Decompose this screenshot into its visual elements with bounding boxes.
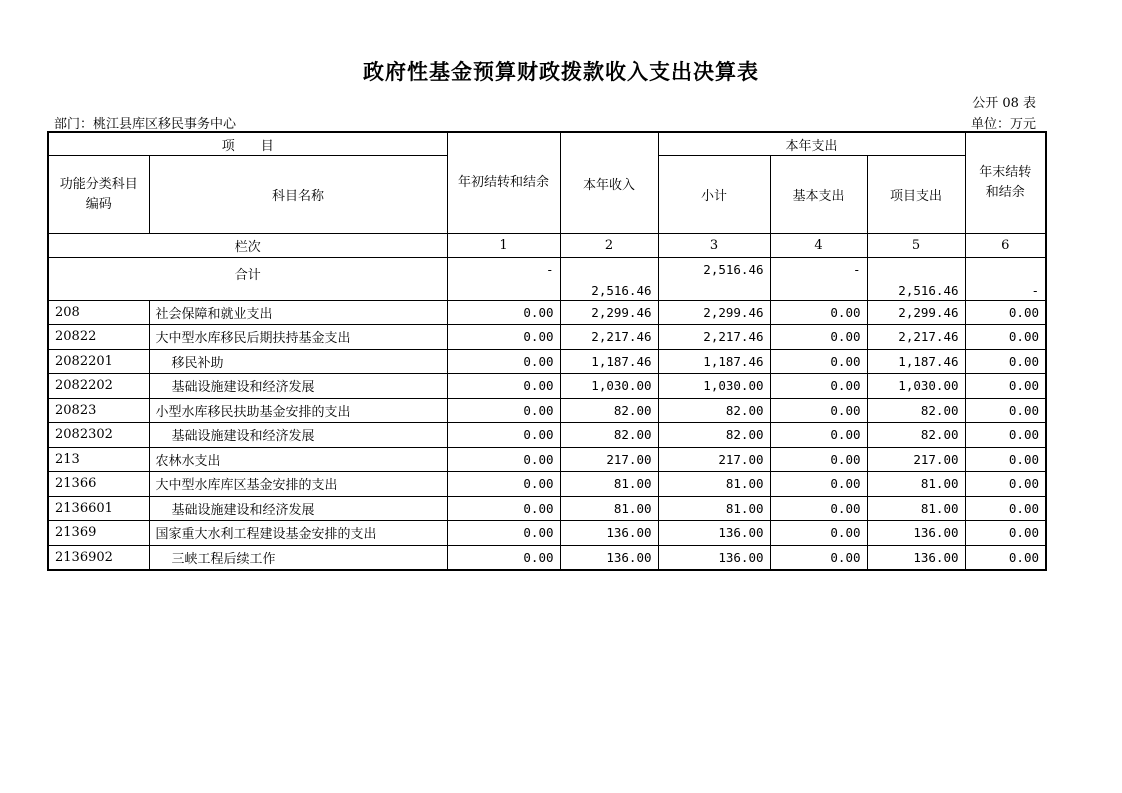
table-row	[48, 398, 1046, 423]
row-value: 81.00	[560, 496, 658, 521]
row-code: 2136601	[48, 496, 149, 521]
row-value: 0.00	[447, 496, 560, 521]
row-name: 大中型水库移民后期扶持基金支出	[149, 325, 447, 350]
table-row	[48, 521, 1046, 546]
total-end-balance: -	[965, 257, 1046, 300]
total-basic: -	[770, 257, 867, 300]
row-value: 0.00	[770, 472, 867, 497]
form-number: 公开 08 表	[972, 96, 1036, 111]
header-column-no: 栏次	[48, 234, 447, 258]
row-value: 0.00	[447, 398, 560, 423]
table-row	[48, 374, 1046, 399]
row-value: 0.00	[770, 423, 867, 448]
row-value: 0.00	[965, 521, 1046, 546]
header-name: 科目名称	[149, 156, 447, 234]
row-name: 移民补助	[149, 349, 447, 374]
row-value: 82.00	[867, 398, 965, 423]
department-label: 部门：桃江县库区移民事务中心	[54, 117, 237, 132]
row-name: 基础设施建设和经济发展	[149, 423, 447, 448]
header-basic: 基本支出	[770, 156, 867, 234]
row-value: 82.00	[560, 398, 658, 423]
row-value: 1,030.00	[658, 374, 770, 399]
header-expenditure: 本年支出	[658, 132, 965, 156]
row-value: 81.00	[867, 472, 965, 497]
row-code: 2082202	[48, 374, 149, 399]
unit-label: 单位：万元	[970, 117, 1036, 132]
total-row	[48, 257, 1046, 300]
row-value: 0.00	[965, 447, 1046, 472]
row-value: 0.00	[447, 447, 560, 472]
table-row	[48, 472, 1046, 497]
row-code: 21369	[48, 521, 149, 546]
row-value: 81.00	[658, 496, 770, 521]
header-code: 功能分类科目编码	[48, 156, 149, 234]
row-value: 0.00	[447, 521, 560, 546]
row-value: 0.00	[447, 374, 560, 399]
row-code: 2082302	[48, 423, 149, 448]
row-value: 0.00	[770, 447, 867, 472]
page-title: 政府性基金预算财政拨款收入支出决算表	[363, 59, 759, 84]
row-value: 82.00	[658, 398, 770, 423]
row-value: 136.00	[867, 521, 965, 546]
row-value: 0.00	[447, 325, 560, 350]
row-value: 0.00	[965, 472, 1046, 497]
row-value: 1,030.00	[867, 374, 965, 399]
row-value: 2,217.46	[560, 325, 658, 350]
row-value: 0.00	[770, 325, 867, 350]
row-value: 82.00	[560, 423, 658, 448]
table-row	[48, 325, 1046, 350]
row-value: 81.00	[658, 472, 770, 497]
total-begin-balance: -	[447, 257, 560, 300]
col-number: 2	[560, 234, 658, 258]
row-value: 2,299.46	[560, 300, 658, 325]
row-value: 0.00	[965, 496, 1046, 521]
row-value: 0.00	[965, 398, 1046, 423]
row-value: 1,030.00	[560, 374, 658, 399]
row-value: 0.00	[965, 374, 1046, 399]
row-value: 1,187.46	[560, 349, 658, 374]
row-value: 0.00	[770, 398, 867, 423]
row-value: 82.00	[867, 423, 965, 448]
row-value: 136.00	[560, 545, 658, 570]
row-value: 0.00	[965, 349, 1046, 374]
total-project: 2,516.46	[867, 257, 965, 300]
row-value: 136.00	[867, 545, 965, 570]
row-value: 0.00	[770, 496, 867, 521]
table-row	[48, 423, 1046, 448]
row-value: 0.00	[965, 545, 1046, 570]
col-number: 4	[770, 234, 867, 258]
row-value: 81.00	[560, 472, 658, 497]
table-row	[48, 496, 1046, 521]
col-number: 5	[867, 234, 965, 258]
row-name: 国家重大水利工程建设基金安排的支出	[149, 521, 447, 546]
col-number: 3	[658, 234, 770, 258]
row-code: 20823	[48, 398, 149, 423]
table-row	[48, 300, 1046, 325]
row-value: 0.00	[447, 300, 560, 325]
row-value: 136.00	[560, 521, 658, 546]
table-row	[48, 545, 1046, 570]
row-value: 82.00	[658, 423, 770, 448]
row-value: 2,299.46	[867, 300, 965, 325]
total-income: 2,516.46	[560, 257, 658, 300]
col-number: 1	[447, 234, 560, 258]
row-value: 136.00	[658, 521, 770, 546]
row-value: 0.00	[447, 472, 560, 497]
row-value: 0.00	[447, 349, 560, 374]
table-row	[48, 447, 1046, 472]
row-name: 农林水支出	[149, 447, 447, 472]
row-value: 217.00	[867, 447, 965, 472]
header-end-balance: 年末结转和结余	[965, 132, 1046, 234]
row-value: 0.00	[770, 545, 867, 570]
row-code: 21366	[48, 472, 149, 497]
row-value: 1,187.46	[658, 349, 770, 374]
row-value: 0.00	[965, 300, 1046, 325]
row-code: 213	[48, 447, 149, 472]
row-value: 0.00	[965, 325, 1046, 350]
header-item: 项 目	[48, 132, 447, 156]
row-value: 0.00	[965, 423, 1046, 448]
row-value: 217.00	[658, 447, 770, 472]
header-subtotal: 小计	[658, 156, 770, 234]
row-code: 208	[48, 300, 149, 325]
total-subtotal: 2,516.46	[658, 257, 770, 300]
row-name: 基础设施建设和经济发展	[149, 496, 447, 521]
row-value: 0.00	[770, 300, 867, 325]
row-value: 0.00	[770, 374, 867, 399]
row-code: 2136902	[48, 545, 149, 570]
row-name: 大中型水库库区基金安排的支出	[149, 472, 447, 497]
row-code: 20822	[48, 325, 149, 350]
row-value: 0.00	[447, 545, 560, 570]
fund-budget-table	[47, 131, 1047, 571]
row-value: 2,217.46	[658, 325, 770, 350]
header-project: 项目支出	[867, 156, 965, 234]
row-code: 2082201	[48, 349, 149, 374]
header-begin-balance: 年初结转和结余	[447, 132, 560, 234]
row-value: 0.00	[447, 423, 560, 448]
row-value: 0.00	[770, 521, 867, 546]
table-row	[48, 349, 1046, 374]
row-value: 136.00	[658, 545, 770, 570]
row-name: 社会保障和就业支出	[149, 300, 447, 325]
row-value: 0.00	[770, 349, 867, 374]
row-value: 217.00	[560, 447, 658, 472]
row-value: 2,217.46	[867, 325, 965, 350]
row-value: 1,187.46	[867, 349, 965, 374]
row-name: 小型水库移民扶助基金安排的支出	[149, 398, 447, 423]
row-name: 基础设施建设和经济发展	[149, 374, 447, 399]
row-value: 2,299.46	[658, 300, 770, 325]
header-income: 本年收入	[560, 132, 658, 234]
col-number: 6	[965, 234, 1046, 258]
total-label: 合计	[48, 257, 447, 300]
row-name: 三峡工程后续工作	[149, 545, 447, 570]
row-value: 81.00	[867, 496, 965, 521]
